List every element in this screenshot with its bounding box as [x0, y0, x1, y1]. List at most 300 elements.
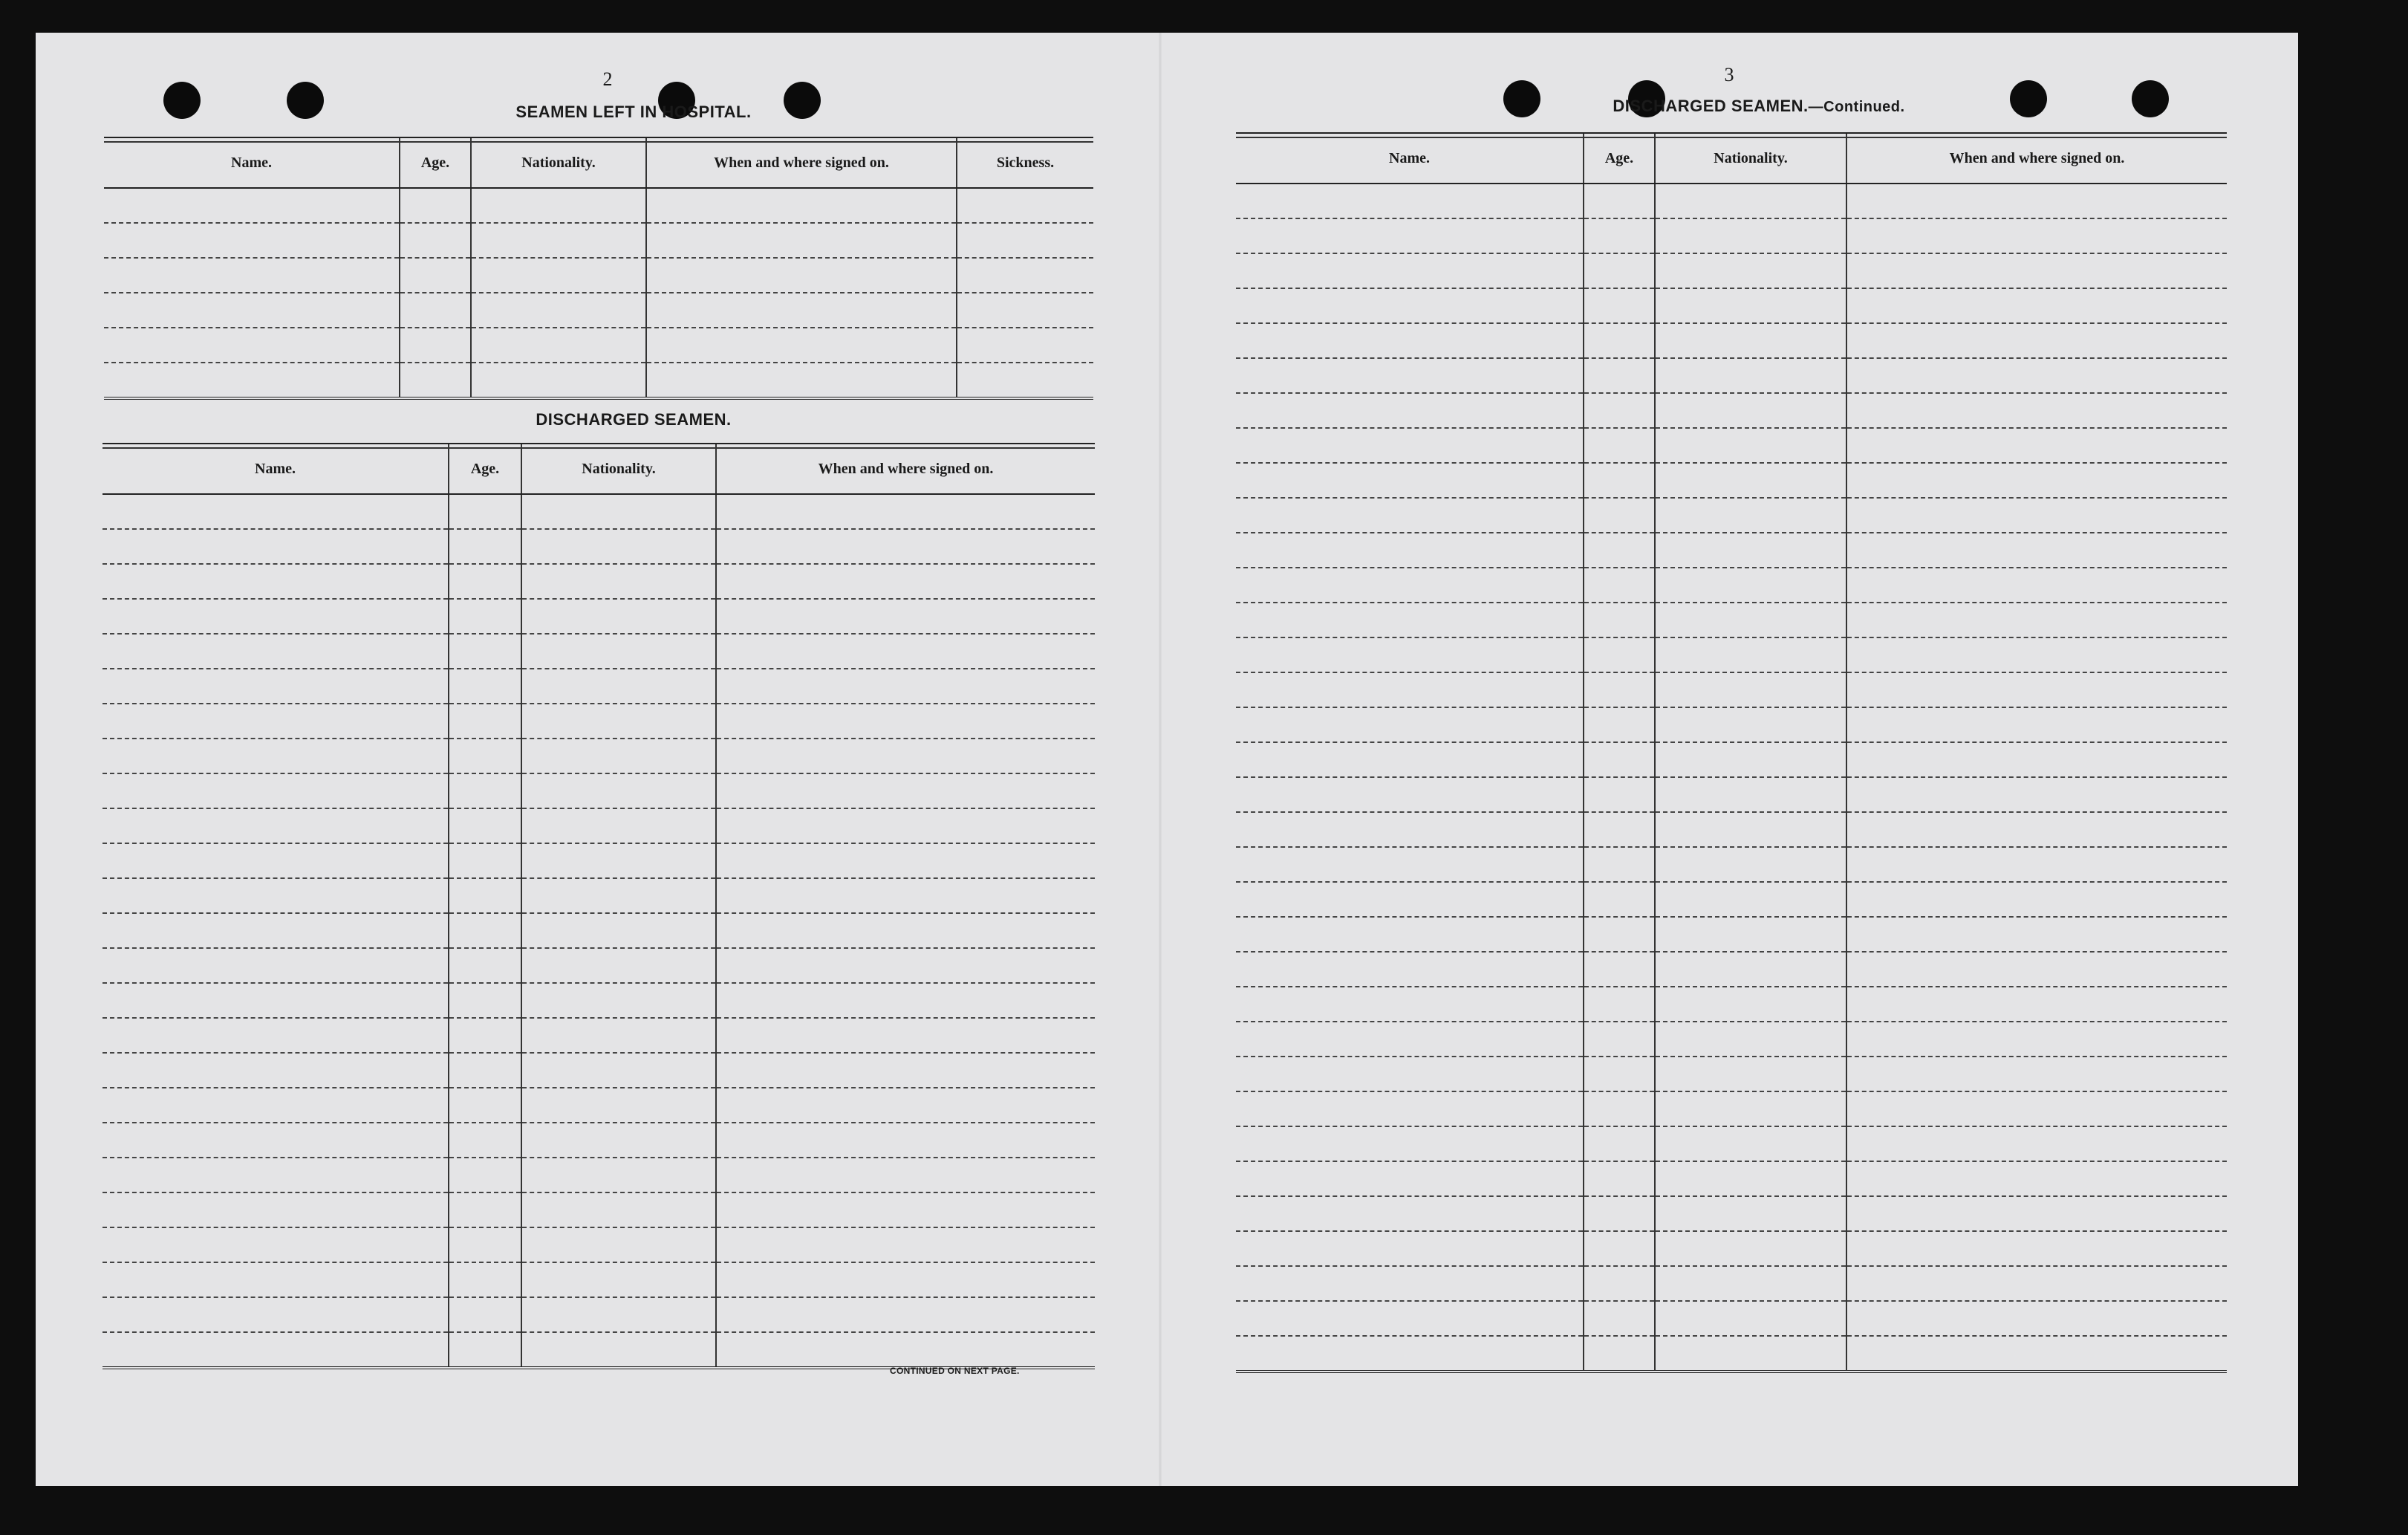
ledger-cell	[1584, 533, 1655, 568]
ledger-cell	[1655, 428, 1846, 463]
ledger-cell	[1655, 358, 1846, 393]
ledger-row	[1236, 184, 2227, 218]
ledger-cell	[1584, 603, 1655, 637]
ledger-cell	[521, 773, 716, 808]
ledger-row	[102, 669, 1095, 704]
ledger-row	[102, 948, 1095, 983]
ledger-cell	[102, 1053, 449, 1088]
ledger-cell	[1236, 358, 1584, 393]
ledger-cell	[1846, 882, 2227, 917]
ledger-row	[1236, 428, 2227, 463]
ledger-cell	[521, 739, 716, 773]
ledger-cell	[104, 293, 400, 328]
ledger-cell	[1584, 637, 1655, 672]
ledger-cell	[1236, 882, 1584, 917]
ledger-cell	[102, 1123, 449, 1158]
column-header-nationality: Nationality.	[521, 444, 716, 494]
ledger-row	[102, 704, 1095, 739]
ledger-row	[104, 223, 1093, 258]
ledger-row	[104, 293, 1093, 328]
ledger-cell	[1236, 1022, 1584, 1057]
ledger-cell	[1846, 1301, 2227, 1336]
ledger-cell	[1584, 987, 1655, 1022]
ledger-cell	[1236, 393, 1584, 428]
ledger-row	[1236, 358, 2227, 393]
ledger-cell	[1655, 184, 1846, 218]
ledger-cell	[1655, 603, 1846, 637]
ledger-cell	[716, 1262, 1095, 1297]
ledger-cell	[1655, 637, 1846, 672]
ledger-row	[1236, 218, 2227, 253]
ledger-cell	[1655, 1231, 1846, 1266]
ledger-cell	[1236, 707, 1584, 742]
ledger-cell	[1655, 987, 1846, 1022]
ledger-cell	[1584, 218, 1655, 253]
ledger-cell	[1846, 393, 2227, 428]
ledger-cell	[521, 494, 716, 529]
ledger-cell	[1236, 917, 1584, 952]
ledger-cell	[957, 258, 1093, 293]
ledger-row	[1236, 1126, 2227, 1161]
column-header-name: Name.	[1236, 133, 1584, 184]
ledger-cell	[957, 328, 1093, 363]
ledger-cell	[1846, 1161, 2227, 1196]
ledger-row	[1236, 1022, 2227, 1057]
ledger-row	[102, 773, 1095, 808]
ledger-cell	[1236, 1126, 1584, 1161]
ledger-row	[102, 494, 1095, 529]
ledger-row	[1236, 1231, 2227, 1266]
ledger-cell	[716, 808, 1095, 843]
ledger-cell	[1236, 184, 1584, 218]
ledger-row	[102, 1227, 1095, 1262]
ledger-cell	[1236, 847, 1584, 882]
ledger-cell	[104, 363, 400, 398]
ledger-cell	[716, 1192, 1095, 1227]
ledger-row	[104, 188, 1093, 223]
ledger-cell	[471, 188, 646, 223]
ledger-cell	[1584, 463, 1655, 498]
ledger-cell	[1236, 1266, 1584, 1301]
ledger-cell	[1584, 498, 1655, 533]
ledger-cell	[1655, 568, 1846, 603]
ledger-row	[102, 843, 1095, 878]
ledger-cell	[449, 773, 521, 808]
ledger-cell	[1846, 358, 2227, 393]
ledger-cell	[1655, 1161, 1846, 1196]
ledger-cell	[1846, 463, 2227, 498]
punch-hole	[1503, 80, 1540, 117]
ledger-cell	[1584, 952, 1655, 987]
ledger-cell	[716, 948, 1095, 983]
ledger-cell	[102, 1262, 449, 1297]
ledger-cell	[102, 634, 449, 669]
ledger-cell	[521, 1332, 716, 1368]
ledger-row	[1236, 987, 2227, 1022]
ledger-cell	[716, 669, 1095, 704]
ledger-cell	[1655, 1266, 1846, 1301]
ledger-cell	[1584, 1091, 1655, 1126]
ledger-cell	[102, 494, 449, 529]
ledger-cell	[1236, 568, 1584, 603]
ledger-cell	[1655, 812, 1846, 847]
ledger-cell	[102, 948, 449, 983]
ledger-cell	[646, 258, 957, 293]
ledger-cell	[1584, 1231, 1655, 1266]
ledger-cell	[449, 1053, 521, 1088]
ledger-cell	[1584, 672, 1655, 707]
column-header-signed-on: When and where signed on.	[646, 137, 957, 188]
ledger-cell	[1655, 707, 1846, 742]
ledger-row	[1236, 1161, 2227, 1196]
ledger-cell	[521, 1053, 716, 1088]
ledger-cell	[1846, 987, 2227, 1022]
ledger-cell	[1584, 358, 1655, 393]
ledger-cell	[521, 599, 716, 634]
ledger-cell	[102, 878, 449, 913]
ledger-cell	[1236, 952, 1584, 987]
ledger-cell	[716, 1227, 1095, 1262]
page-fold	[1159, 33, 1162, 1486]
hospital-table	[104, 137, 1093, 400]
ledger-cell	[449, 1227, 521, 1262]
ledger-cell	[521, 1018, 716, 1053]
ledger-row	[1236, 672, 2227, 707]
ledger-cell	[1655, 393, 1846, 428]
ledger-cell	[471, 258, 646, 293]
column-header-name: Name.	[102, 444, 449, 494]
ledger-row	[1236, 393, 2227, 428]
ledger-cell	[957, 363, 1093, 398]
ledger-cell	[521, 1158, 716, 1192]
ledger-cell	[102, 983, 449, 1018]
ledger-row	[1236, 288, 2227, 323]
ledger-cell	[102, 1158, 449, 1192]
ledger-cell	[957, 293, 1093, 328]
ledger-row	[1236, 637, 2227, 672]
ledger-cell	[449, 983, 521, 1018]
ledger-cell	[449, 1192, 521, 1227]
ledger-cell	[1236, 498, 1584, 533]
ledger-cell	[1655, 1196, 1846, 1231]
ledger-cell	[1846, 603, 2227, 637]
ledger-cell	[1846, 917, 2227, 952]
ledger-row	[1236, 1091, 2227, 1126]
ledger-cell	[1584, 777, 1655, 812]
continued-footnote: CONTINUED ON NEXT PAGE.	[890, 1366, 1020, 1376]
ledger-cell	[102, 913, 449, 948]
ledger-cell	[471, 328, 646, 363]
ledger-cell	[1655, 533, 1846, 568]
ledger-cell	[449, 1018, 521, 1053]
ledger-cell	[1655, 952, 1846, 987]
ledger-cell	[1236, 812, 1584, 847]
ledger-row	[1236, 707, 2227, 742]
ledger-row	[102, 634, 1095, 669]
ledger-cell	[104, 328, 400, 363]
ledger-cell	[1584, 288, 1655, 323]
ledger-row	[102, 983, 1095, 1018]
ledger-cell	[716, 1088, 1095, 1123]
column-header-age: Age.	[449, 444, 521, 494]
ledger-row	[1236, 253, 2227, 288]
ledger-row	[102, 1158, 1095, 1192]
ledger-cell	[1584, 847, 1655, 882]
ledger-cell	[1846, 672, 2227, 707]
ledger-cell	[1655, 882, 1846, 917]
column-header-nationality: Nationality.	[1655, 133, 1846, 184]
ledger-row	[1236, 1301, 2227, 1336]
ledger-cell	[1846, 1336, 2227, 1372]
ledger-cell	[1236, 987, 1584, 1022]
ledger-cell	[1584, 253, 1655, 288]
ledger-cell	[1584, 742, 1655, 777]
ledger-cell	[1584, 812, 1655, 847]
ledger-cell	[102, 669, 449, 704]
ledger-cell	[1846, 1231, 2227, 1266]
ledger-cell	[1236, 218, 1584, 253]
ledger-cell	[1584, 1301, 1655, 1336]
ledger-cell	[1846, 184, 2227, 218]
column-header-sickness: Sickness.	[957, 137, 1093, 188]
ledger-cell	[449, 704, 521, 739]
ledger-cell	[400, 293, 471, 328]
ledger-row	[104, 363, 1093, 398]
ledger-cell	[1846, 952, 2227, 987]
ledger-row	[1236, 882, 2227, 917]
ledger-cell	[449, 913, 521, 948]
ledger-cell	[1236, 533, 1584, 568]
ledger-cell	[1846, 1196, 2227, 1231]
ledger-cell	[1655, 1091, 1846, 1126]
discharged-table-left	[102, 443, 1095, 1369]
ledger-cell	[521, 1262, 716, 1297]
ledger-row	[1236, 463, 2227, 498]
ledger-row	[102, 564, 1095, 599]
ledger-cell	[716, 599, 1095, 634]
ledger-cell	[1236, 637, 1584, 672]
ledger-cell	[1584, 323, 1655, 358]
ledger-row	[102, 599, 1095, 634]
ledger-cell	[1655, 1336, 1846, 1372]
ledger-cell	[449, 634, 521, 669]
punch-hole	[2010, 80, 2047, 117]
ledger-cell	[1584, 917, 1655, 952]
ledger-cell	[1655, 1057, 1846, 1091]
ledger-cell	[716, 494, 1095, 529]
ledger-cell	[1846, 498, 2227, 533]
ledger-row	[102, 1332, 1095, 1368]
ledger-row	[1236, 533, 2227, 568]
ledger-cell	[1846, 533, 2227, 568]
ledger-cell	[1584, 393, 1655, 428]
ledger-cell	[102, 1088, 449, 1123]
discharged-table-header	[102, 444, 1095, 494]
ledger-cell	[716, 634, 1095, 669]
ledger-cell	[1584, 568, 1655, 603]
form-sheet	[36, 33, 2298, 1486]
ledger-cell	[1236, 323, 1584, 358]
ledger-cell	[102, 773, 449, 808]
ledger-cell	[102, 599, 449, 634]
ledger-cell	[716, 564, 1095, 599]
ledger-row	[1236, 1266, 2227, 1301]
ledger-cell	[449, 878, 521, 913]
ledger-cell	[102, 704, 449, 739]
ledger-cell	[521, 948, 716, 983]
ledger-cell	[957, 188, 1093, 223]
ledger-cell	[1846, 847, 2227, 882]
ledger-cell	[1846, 707, 2227, 742]
ledger-cell	[716, 529, 1095, 564]
ledger-cell	[449, 1123, 521, 1158]
ledger-cell	[104, 258, 400, 293]
ledger-cell	[1236, 288, 1584, 323]
ledger-row	[1236, 1196, 2227, 1231]
ledger-cell	[716, 1297, 1095, 1332]
ledger-cell	[449, 599, 521, 634]
ledger-cell	[1846, 777, 2227, 812]
ledger-cell	[1655, 1022, 1846, 1057]
ledger-cell	[1846, 1022, 2227, 1057]
ledger-cell	[449, 1088, 521, 1123]
ledger-cell	[1236, 253, 1584, 288]
ledger-cell	[716, 1332, 1095, 1368]
ledger-cell	[521, 564, 716, 599]
column-header-signed-on: When and where signed on.	[1846, 133, 2227, 184]
ledger-row	[102, 1123, 1095, 1158]
ledger-cell	[1655, 253, 1846, 288]
continued-suffix: —Continued.	[1808, 99, 1905, 115]
ledger-cell	[449, 564, 521, 599]
discharged-table-right	[1236, 132, 2227, 1373]
ledger-cell	[471, 223, 646, 258]
ledger-cell	[1584, 428, 1655, 463]
ledger-cell	[102, 1018, 449, 1053]
punch-hole	[2132, 80, 2169, 117]
ledger-cell	[1236, 463, 1584, 498]
ledger-cell	[646, 293, 957, 328]
ledger-row	[102, 1192, 1095, 1227]
page-number-left: 2	[602, 68, 613, 90]
ledger-cell	[1236, 1091, 1584, 1126]
ledger-cell	[521, 913, 716, 948]
hospital-section-title: SEAMEN LEFT IN HOSPITAL.	[515, 103, 752, 121]
ledger-row	[104, 258, 1093, 293]
ledger-cell	[521, 1123, 716, 1158]
ledger-cell	[521, 669, 716, 704]
ledger-cell	[521, 634, 716, 669]
ledger-cell	[1846, 637, 2227, 672]
ledger-cell	[1236, 1057, 1584, 1091]
ledger-cell	[1655, 218, 1846, 253]
ledger-cell	[449, 739, 521, 773]
ledger-cell	[104, 188, 400, 223]
ledger-row	[1236, 323, 2227, 358]
ledger-row	[102, 1262, 1095, 1297]
ledger-cell	[1655, 323, 1846, 358]
ledger-cell	[716, 773, 1095, 808]
ledger-cell	[716, 704, 1095, 739]
ledger-cell	[1655, 742, 1846, 777]
ledger-cell	[400, 328, 471, 363]
column-header-signed-on: When and where signed on.	[716, 444, 1095, 494]
column-header-age: Age.	[400, 137, 471, 188]
page-number-right: 3	[1724, 64, 1734, 85]
ledger-cell	[102, 808, 449, 843]
ledger-cell	[521, 1088, 716, 1123]
ledger-cell	[1236, 603, 1584, 637]
ledger-row	[1236, 498, 2227, 533]
ledger-cell	[1846, 568, 2227, 603]
ledger-cell	[957, 223, 1093, 258]
ledger-row	[102, 808, 1095, 843]
ledger-cell	[1655, 917, 1846, 952]
ledger-cell	[400, 258, 471, 293]
column-header-nationality: Nationality.	[471, 137, 646, 188]
ledger-cell	[400, 223, 471, 258]
ledger-row	[102, 739, 1095, 773]
ledger-cell	[716, 739, 1095, 773]
ledger-cell	[646, 223, 957, 258]
ledger-cell	[1655, 498, 1846, 533]
ledger-cell	[521, 843, 716, 878]
ledger-cell	[716, 983, 1095, 1018]
ledger-row	[1236, 603, 2227, 637]
ledger-cell	[521, 1297, 716, 1332]
ledger-row	[104, 328, 1093, 363]
ledger-cell	[449, 843, 521, 878]
ledger-cell	[1655, 288, 1846, 323]
ledger-cell	[400, 188, 471, 223]
ledger-cell	[102, 739, 449, 773]
ledger-cell	[449, 1262, 521, 1297]
ledger-cell	[716, 1158, 1095, 1192]
ledger-cell	[1846, 323, 2227, 358]
ledger-cell	[1846, 1126, 2227, 1161]
ledger-cell	[102, 1332, 449, 1368]
ledger-cell	[1584, 184, 1655, 218]
ledger-cell	[471, 293, 646, 328]
hospital-table-header	[104, 137, 1093, 188]
ledger-cell	[1236, 672, 1584, 707]
ledger-cell	[1846, 1091, 2227, 1126]
ledger-row	[1236, 917, 2227, 952]
ledger-cell	[1584, 1161, 1655, 1196]
discharged-continued-table-header	[1236, 133, 2227, 184]
ledger-row	[1236, 812, 2227, 847]
ledger-cell	[1584, 1266, 1655, 1301]
ledger-row	[102, 1088, 1095, 1123]
ledger-cell	[449, 1332, 521, 1368]
ledger-cell	[646, 363, 957, 398]
ledger-cell	[1236, 1301, 1584, 1336]
ledger-cell	[104, 223, 400, 258]
ledger-cell	[1655, 847, 1846, 882]
ledger-cell	[1584, 1336, 1655, 1372]
column-header-age: Age.	[1584, 133, 1655, 184]
ledger-cell	[1236, 1336, 1584, 1372]
ledger-cell	[1584, 707, 1655, 742]
ledger-cell	[1846, 742, 2227, 777]
discharged-section-title: DISCHARGED SEAMEN.	[536, 410, 732, 429]
ledger-cell	[1236, 777, 1584, 812]
column-header-name: Name.	[104, 137, 400, 188]
ledger-row	[102, 1297, 1095, 1332]
ledger-row	[1236, 952, 2227, 987]
ledger-cell	[1236, 1231, 1584, 1266]
ledger-cell	[646, 328, 957, 363]
